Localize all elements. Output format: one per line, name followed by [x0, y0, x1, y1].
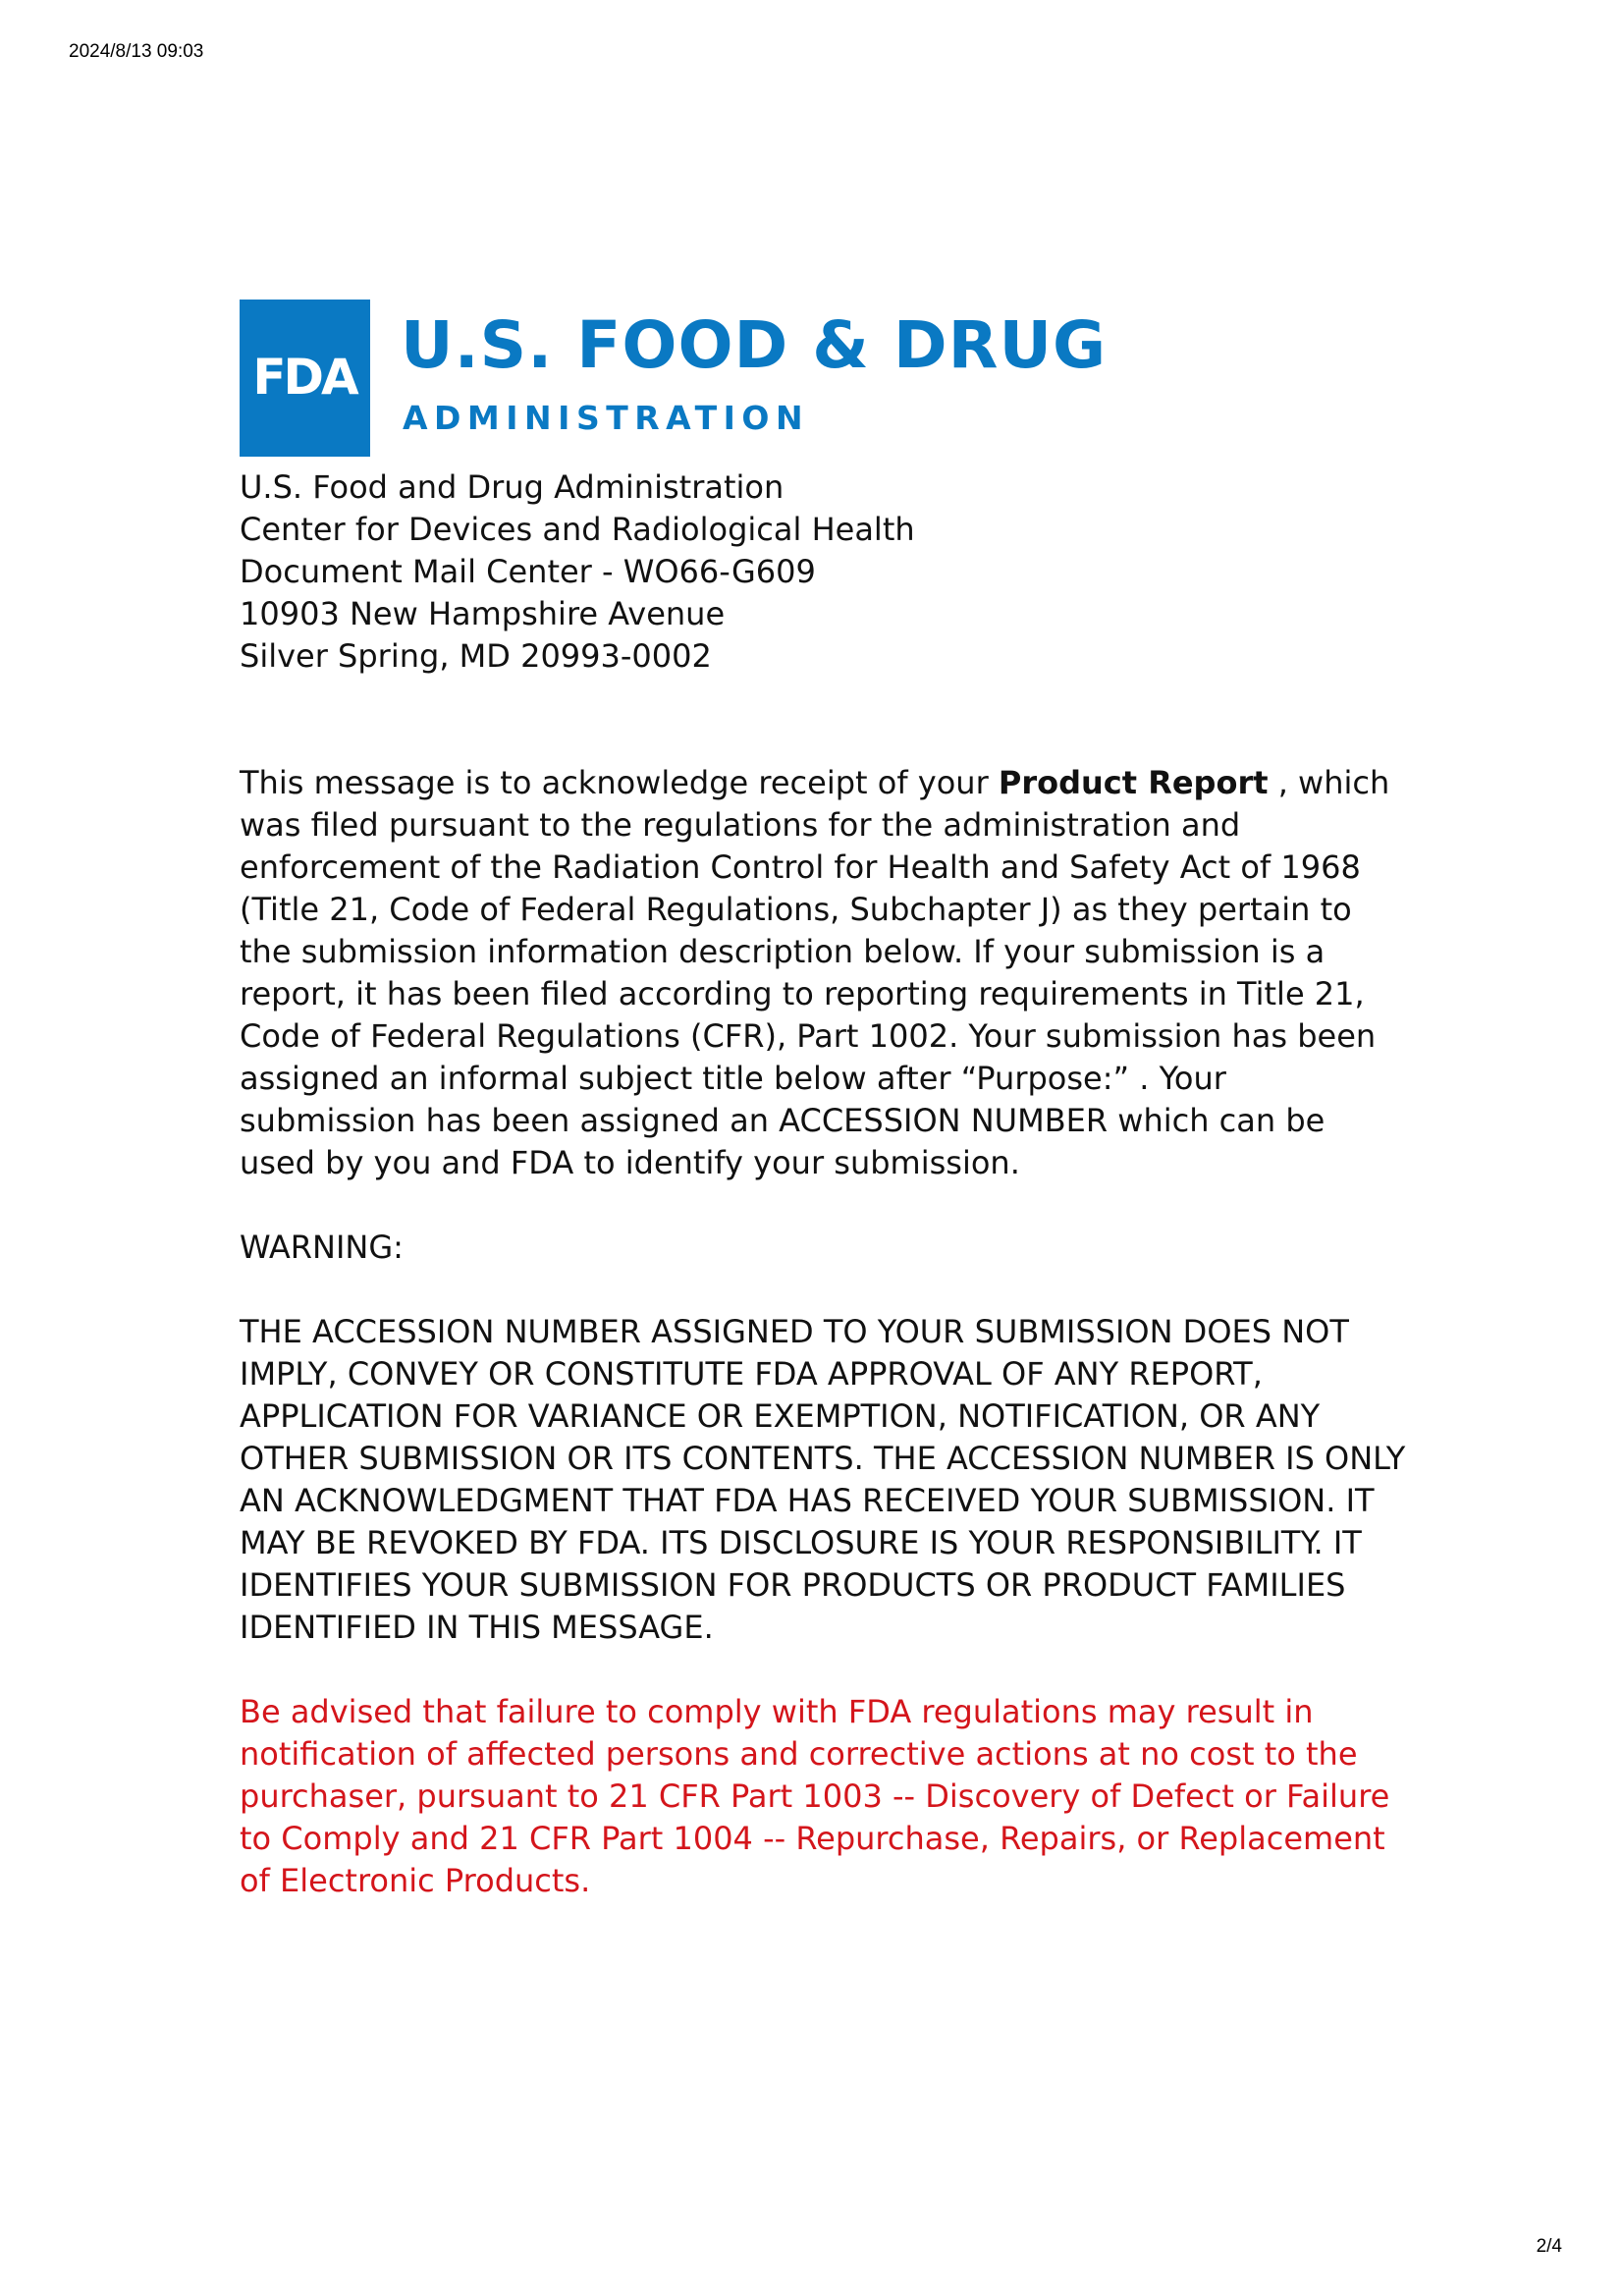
acknowledgment-intro: This message is to acknowledge receipt of your	[240, 764, 999, 801]
logo-title: U.S. FOOD & DRUG	[401, 307, 1108, 383]
mailing-address	[240, 466, 1418, 678]
warning-heading: WARNING:	[240, 1229, 404, 1266]
letter-body	[240, 466, 1418, 1902]
print-timestamp: 2024/8/13 09:03	[69, 41, 204, 62]
address-line-city: Silver Spring, MD 20993-0002	[240, 637, 712, 675]
fda-logo-mark-icon	[240, 300, 370, 457]
address-line-org: U.S. Food and Drug Administration	[240, 468, 784, 506]
fda-logo-mark-text: FDA	[252, 349, 356, 406]
product-report-term: Product Report	[998, 764, 1269, 801]
acknowledgment-body: , which was filed pursuant to the regulations for the administration and enforcement of the Radiation Control for Health and Safety Act of 1968 (Title 21, Code of Federal Regulations, Subchapter J) as they pertain to the submission information description below. If your submission is a report, it has been filed according to reporting requirements in Title 21, Code of Federal Regulations (CFR), Part 1002. Your submission has been assigned an informal subject title below after “Purpose:” . Your submission has been assigned an ACCESSION NUMBER which can be used by you and FDA to identify your submission.	[240, 764, 1390, 1181]
address-line-street: 10903 New Hampshire Avenue	[240, 595, 726, 632]
page-number: 2/4	[1536, 2236, 1562, 2257]
logo-subtitle: ADMINISTRATION	[403, 399, 810, 437]
address-line-mail-center: Document Mail Center - WO66-G609	[240, 553, 816, 590]
address-line-center: Center for Devices and Radiological Health	[240, 511, 915, 548]
compliance-advisory: Be advised that failure to comply with FDA regulations may result in notification of affected persons and corrective actions at no cost to the purchaser, pursuant to 21 CFR Part 1003 -- Discovery of Defect or Failure to Comply and 21 CFR Part 1004 -- Repurchase, Repairs, or Replacement of Electronic Products.	[240, 1693, 1390, 1899]
fda-logo	[240, 300, 1108, 457]
warning-body: THE ACCESSION NUMBER ASSIGNED TO YOUR SUBMISSION DOES NOT IMPLY, CONVEY OR CONSTITUTE FDA APPROVAL OF ANY REPORT, APPLICATION FOR VARIANCE OR EXEMPTION, NOTIFICATION, OR ANY OTHER SUBMISSION OR ITS CONTENTS. THE ACCESSION NUMBER IS ONLY AN ACKNOWLEDGMENT THAT FDA HAS RECEIVED YOUR SUBMISSION. IT MAY BE REVOKED BY FDA. ITS DISCLOSURE IS YOUR RESPONSIBILITY. IT IDENTIFIES YOUR SUBMISSION FOR PRODUCTS OR PRODUCT FAMILIES IDENTIFIED IN THIS MESSAGE.	[240, 1313, 1406, 1646]
fda-logo-mark	[240, 300, 370, 457]
acknowledgment-paragraph	[240, 762, 1408, 1184]
